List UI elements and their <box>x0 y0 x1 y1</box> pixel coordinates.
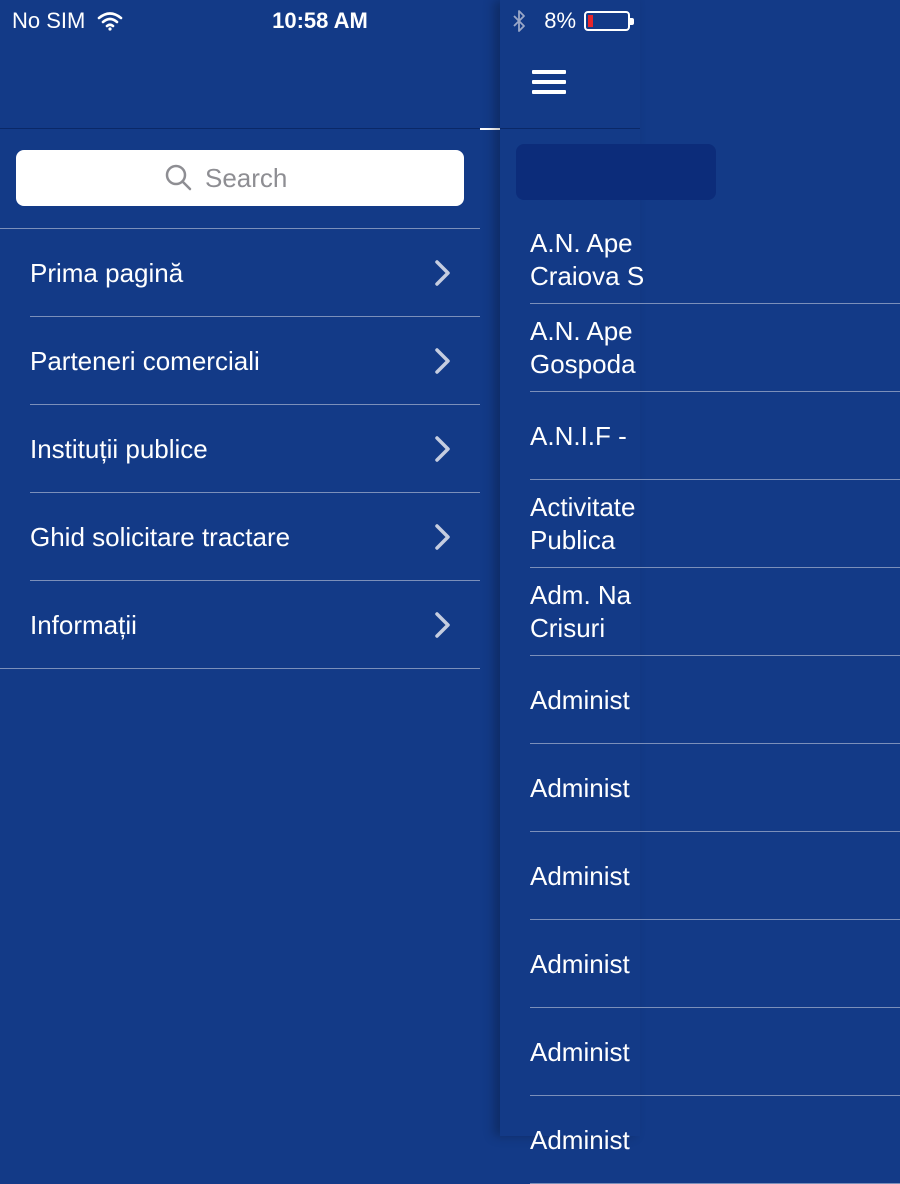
status-bar <box>0 0 640 40</box>
list-item[interactable] <box>500 920 900 1008</box>
list-item[interactable] <box>500 1008 900 1096</box>
list-item[interactable] <box>500 480 900 568</box>
list-item-label: A.N. Ape Gospoda <box>530 316 636 379</box>
menu-item-informatii[interactable] <box>0 581 480 669</box>
content-search-bar[interactable] <box>516 144 716 200</box>
search-icon <box>165 164 193 192</box>
chevron-right-icon <box>434 611 452 639</box>
battery-icon <box>584 11 630 31</box>
menu-item-label: Informații <box>30 609 137 640</box>
menu-item-label: Parteneri comerciali <box>30 345 260 376</box>
list-item-label: Administ <box>530 684 630 715</box>
list-item[interactable] <box>500 568 900 656</box>
list-item[interactable] <box>500 656 900 744</box>
battery-percent: 8% <box>544 8 576 33</box>
menu-item-prima-pagina[interactable] <box>0 229 480 317</box>
hamburger-menu-icon[interactable] <box>532 70 566 94</box>
menu-item-label: Instituții publice <box>30 433 208 464</box>
search-bar[interactable] <box>16 150 464 206</box>
list-item-label: Administ <box>530 1036 630 1067</box>
list-item[interactable] <box>500 1096 900 1184</box>
menu-item-parteneri-comerciali[interactable] <box>0 317 480 405</box>
menu-item-institutii-publice[interactable] <box>0 405 480 493</box>
list-item[interactable] <box>500 392 900 480</box>
menu-list <box>0 228 480 669</box>
list-item[interactable] <box>500 216 900 304</box>
content-list <box>500 216 900 1184</box>
menu-item-label: Ghid solicitare tractare <box>30 521 291 552</box>
menu-item-label: Prima pagină <box>30 257 184 288</box>
list-item-label: A.N. Ape Craiova S <box>530 228 645 291</box>
main-content-panel[interactable] <box>500 0 645 1155</box>
menu-item-ghid-solicitare-tractare[interactable] <box>0 493 480 581</box>
list-item-label: Activitate Publica <box>530 492 636 555</box>
status-right <box>512 8 630 34</box>
content-header-divider <box>500 128 640 129</box>
list-item[interactable] <box>500 832 900 920</box>
list-item-label: Administ <box>530 948 630 979</box>
list-item-label: Administ <box>530 860 630 891</box>
list-item[interactable] <box>500 744 900 832</box>
menu-header-divider <box>0 128 500 129</box>
carrier-label: No SIM <box>12 8 86 33</box>
list-item-label: A.N.I.F - <box>530 420 627 451</box>
list-item-label: Adm. Na Crisuri <box>530 580 632 643</box>
search-input[interactable] <box>205 163 315 194</box>
header-divider-accent <box>480 128 500 130</box>
list-item[interactable] <box>500 304 900 392</box>
chevron-right-icon <box>434 259 452 287</box>
chevron-right-icon <box>434 523 452 551</box>
chevron-right-icon <box>434 347 452 375</box>
battery-level <box>588 15 593 27</box>
bluetooth-icon <box>512 9 526 33</box>
status-time: 10:58 AM <box>272 8 368 33</box>
list-item-label: Administ <box>530 772 630 803</box>
chevron-right-icon <box>434 435 452 463</box>
list-item-label: Administ <box>530 1124 630 1155</box>
